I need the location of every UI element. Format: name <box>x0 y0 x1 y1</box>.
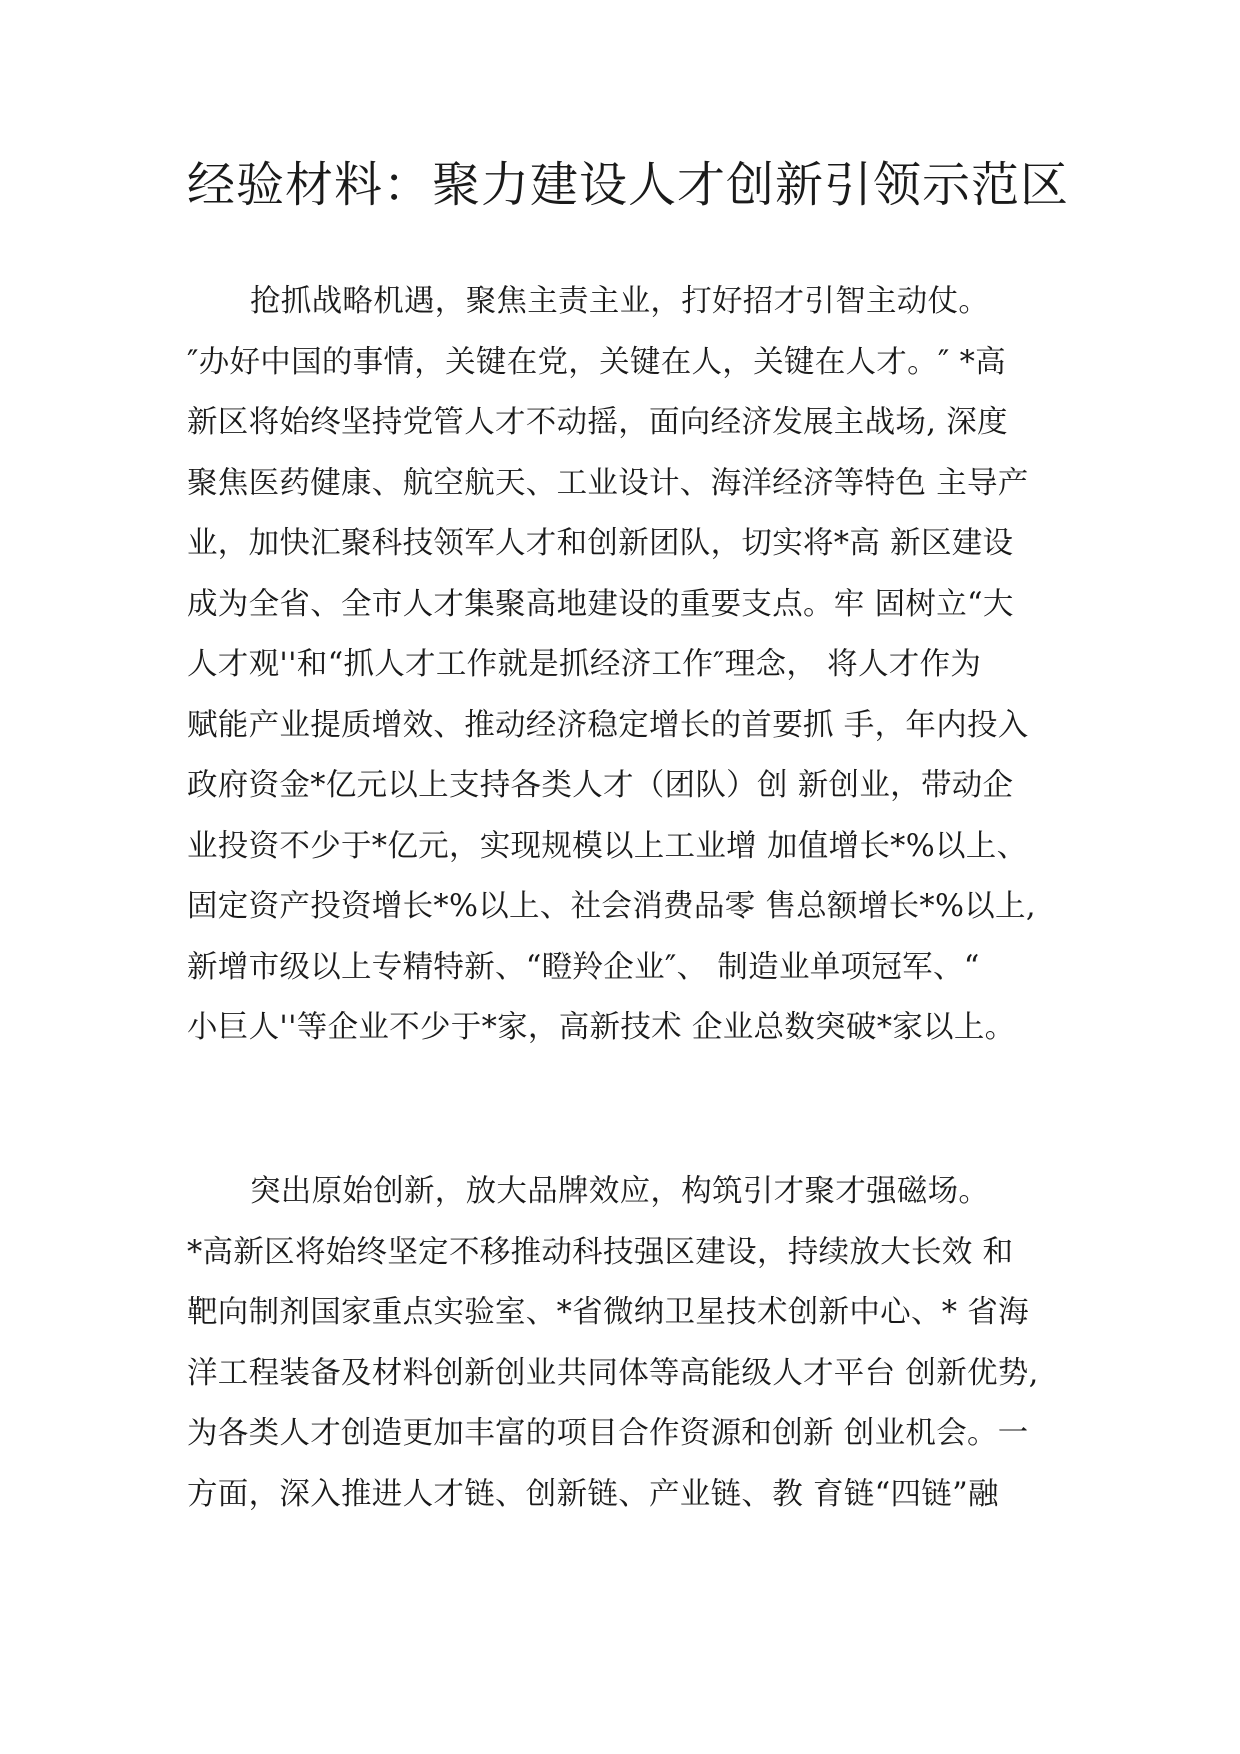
document-title: 经验材料：聚力建设人才创新引领示范区 <box>187 157 1070 213</box>
paragraph-line: 突出原始创新，放大品牌效应，构筑引才聚才强磁场。 <box>250 1174 990 1209</box>
paragraph-line: 抢抓战略机遇，聚焦主责主业，打好招才引智主动仗。 <box>250 284 990 319</box>
paragraph-line: 方面，深入推进人才链、创新链、产业链、教 育链“四链”融 <box>187 1476 999 1512</box>
paragraph-line: 洋工程装备及材料创新创业共同体等高能级人才平台 创新优势, <box>187 1355 1039 1391</box>
paragraph-line: 政府资金*亿元以上支持各类人才（团队）创 新创业，带动企 <box>187 768 1014 803</box>
paragraph-line: ″办好中国的事情，关键在党，关键在人，关键在人才。″ *高 <box>187 344 1006 380</box>
paragraph-line: 固定资产投资增长*%以上、社会消费品零 售总额增长*%以上, <box>187 889 1036 924</box>
paragraph-2 <box>187 1162 1039 1525</box>
paragraph-line: 聚焦医药健康、航空航天、工业设计、海洋经济等特色 主导产 <box>187 465 1029 501</box>
paragraph-line: 为各类人才创造更加丰富的项目合作资源和创新 创业机会。一 <box>187 1416 1029 1451</box>
paragraph-line: 小巨人''等企业不少于*家，高新技术 企业总数突破*家以上。 <box>187 1010 1016 1045</box>
paragraph-line: 业投资不少于*亿元，实现规模以上工业增 加值增长*%以上、 <box>187 828 1028 864</box>
paragraph-line: 新增市级以上专精特新、“瞪羚企业″、 制造业单项冠军、“ <box>187 949 980 985</box>
paragraph-line: *高新区将始终坚定不移推动科技强区建设，持续放大长效 和 <box>187 1234 1014 1270</box>
paragraph-line: 业，加快汇聚科技领军人才和创新团队，切实将*高 新区建设 <box>187 526 1014 561</box>
paragraph-line: 人才观''和“抓人才工作就是抓经济工作″理念， 将人才作为 <box>187 647 982 682</box>
paragraph-line: 赋能产业提质增效、推动经济稳定增长的首要抓 手，年内投入 <box>187 707 1029 743</box>
paragraph-1 <box>187 272 1036 1059</box>
paragraph-line: 靶向制剂国家重点实验室、*省微纳卫星技术创新中心、* 省海 <box>187 1295 1029 1330</box>
paragraph-line: 新区将始终坚持党管人才不动摇，面向经济发展主战场, 深度 <box>187 405 1008 440</box>
paragraph-line: 成为全省、全市人才集聚高地建设的重要支点。牢 固树立“大 <box>187 586 1014 622</box>
